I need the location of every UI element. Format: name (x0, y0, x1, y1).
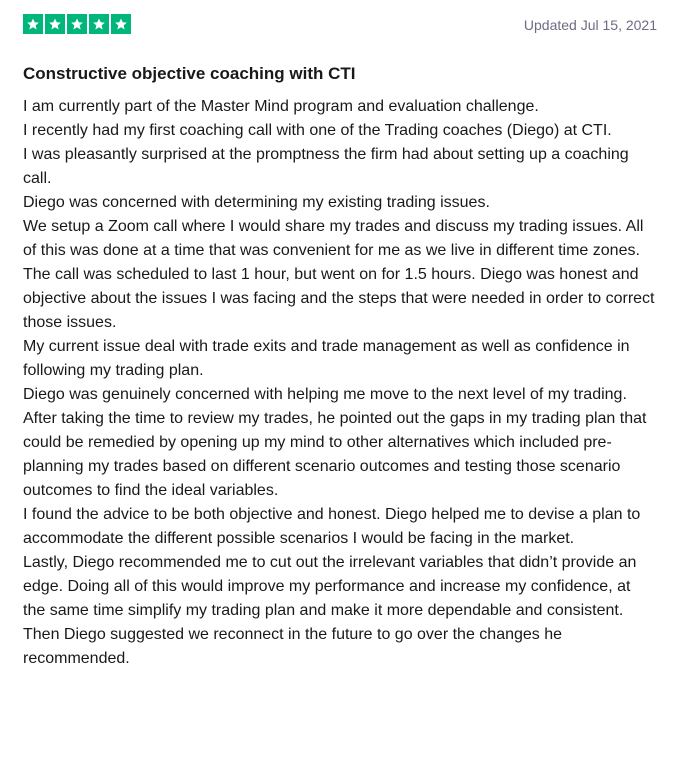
review-paragraph: I was pleasantly surprised at the promptness the firm had about setting up a coaching call. (23, 146, 629, 187)
review-header (23, 14, 657, 38)
review-paragraph: Lastly, Diego recommended me to cut out the irrelevant variables that didn’t provide an edge. Doing all of this would improve my performance and increase my confidence, at the same time simplify my trading plan and make it more dependable and consistent. (23, 554, 637, 619)
review-paragraph: I found the advice to be both objective and honest. Diego helped me to devise a plan to accommodate the different possible scenarios I would be facing in the market. (23, 506, 641, 547)
updated-date: Updated Jul 15, 2021 (523, 17, 657, 33)
star-icon (67, 14, 87, 34)
review-paragraph: The call was scheduled to last 1 hour, but went on for 1.5 hours. Diego was honest and objective about the issues I was facing and the steps that were needed in order to correct those issues. (23, 266, 655, 331)
review-title[interactable]: Constructive objective coaching with CTI (23, 64, 356, 83)
review-paragraph: I recently had my first coaching call with one of the Trading coaches (Diego) at CTI. (23, 122, 612, 139)
star-icon (23, 14, 43, 34)
star-icon (45, 14, 65, 34)
review-paragraph: Diego was concerned with determining my existing trading issues. (23, 194, 490, 211)
review-card (23, 14, 657, 671)
review-paragraph: My current issue deal with trade exits and trade management as well as confidence in following my trading plan. (23, 338, 630, 379)
review-paragraph: Diego was genuinely concerned with helping me move to the next level of my trading. After taking the time to review my trades, he pointed out the gaps in my trading plan that could be remedied by opening up my mind to other alternatives which included pre-planning my trades based on different scenario outcomes and testing those scenario outcomes to find the ideal variables. (23, 386, 647, 499)
star-icon (89, 14, 109, 34)
review-body (23, 95, 657, 671)
review-paragraph: I am currently part of the Master Mind program and evaluation challenge. (23, 98, 539, 115)
star-rating (23, 14, 131, 34)
review-paragraph: Then Diego suggested we reconnect in the future to go over the changes he recommended. (23, 626, 563, 667)
star-icon (111, 14, 131, 34)
review-paragraph: We setup a Zoom call where I would share my trades and discuss my trading issues. All of this was done at a time that was convenient for me as we live in different time zones. (23, 218, 644, 259)
